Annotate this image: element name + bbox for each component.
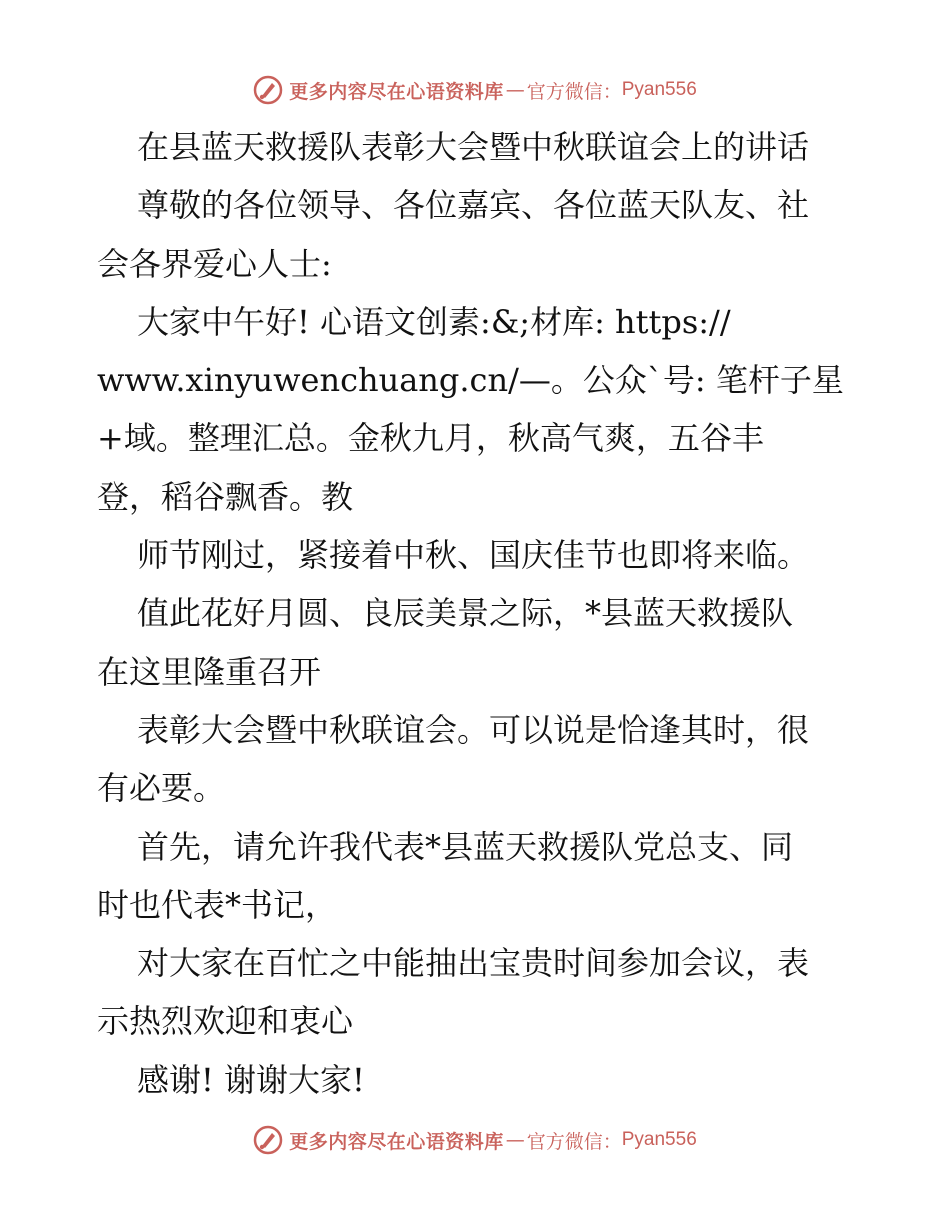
paragraph-line: www.xinyuwenchuang.cn/—。公众`号: 笔杆子星 [97, 361, 844, 400]
paragraph-line: 对大家在百忙之中能抽出宝贵时间参加会议，表 [137, 944, 810, 983]
banner-wechat-id: Pyan556 [621, 79, 697, 100]
paragraph-line: 师节刚过，紧接着中秋、国庆佳节也即将来临。 [137, 536, 810, 575]
header-banner-inner [253, 75, 697, 105]
banner-wechat-id: Pyan556 [621, 1129, 697, 1150]
banner-wechat-label: 官方微信： [526, 80, 622, 103]
paragraph-line: 感谢! 谢谢大家! [137, 1060, 365, 1099]
banner-main-text: 更多内容尽在心语资料库 [289, 80, 504, 103]
banner-main-text: 更多内容尽在心语资料库 [289, 1130, 504, 1153]
paragraph-line: 示热烈欢迎和衷心 [97, 1002, 354, 1041]
paragraph-line: 首先，请允许我代表*县蓝天救援队党总支、同 [137, 827, 794, 866]
paragraph-line: +域。整理汇总。金秋九月，秋高气爽，五谷丰 [97, 419, 764, 458]
paragraph-line: 时也代表*书记， [97, 885, 338, 924]
red-seal-pen-logo-icon [253, 1125, 283, 1155]
banner-separator: — [505, 79, 525, 101]
banner-separator: — [505, 1129, 525, 1151]
red-seal-pen-logo-icon [253, 75, 283, 105]
paragraph-line: 大家中午好! 心语文创素:&;材库: https:// [137, 302, 731, 341]
paragraph-line: 有必要。 [97, 769, 226, 808]
footer-watermark-banner [0, 1120, 950, 1160]
banner-wechat-label: 官方微信： [526, 1130, 622, 1153]
document-title: 在县蓝天救援队表彰大会暨中秋联谊会上的讲话 [137, 128, 810, 166]
paragraph-line: 会各界爱心人士: [97, 244, 332, 283]
footer-banner-inner [253, 1125, 697, 1155]
header-watermark-banner [0, 70, 950, 110]
paragraph-line: 在这里隆重召开 [97, 652, 322, 691]
paragraph-line: 值此花好月圆、良辰美景之际，*县蓝天救援队 [137, 594, 794, 633]
paragraph-line: 登，稻谷飘香。教 [97, 477, 354, 516]
document-body [97, 118, 857, 1109]
paragraph-line: 尊敬的各位领导、各位嘉宾、各位蓝天队友、社 [137, 186, 810, 225]
paragraph-line: 表彰大会暨中秋联谊会。可以说是恰逢其时，很 [137, 710, 810, 749]
